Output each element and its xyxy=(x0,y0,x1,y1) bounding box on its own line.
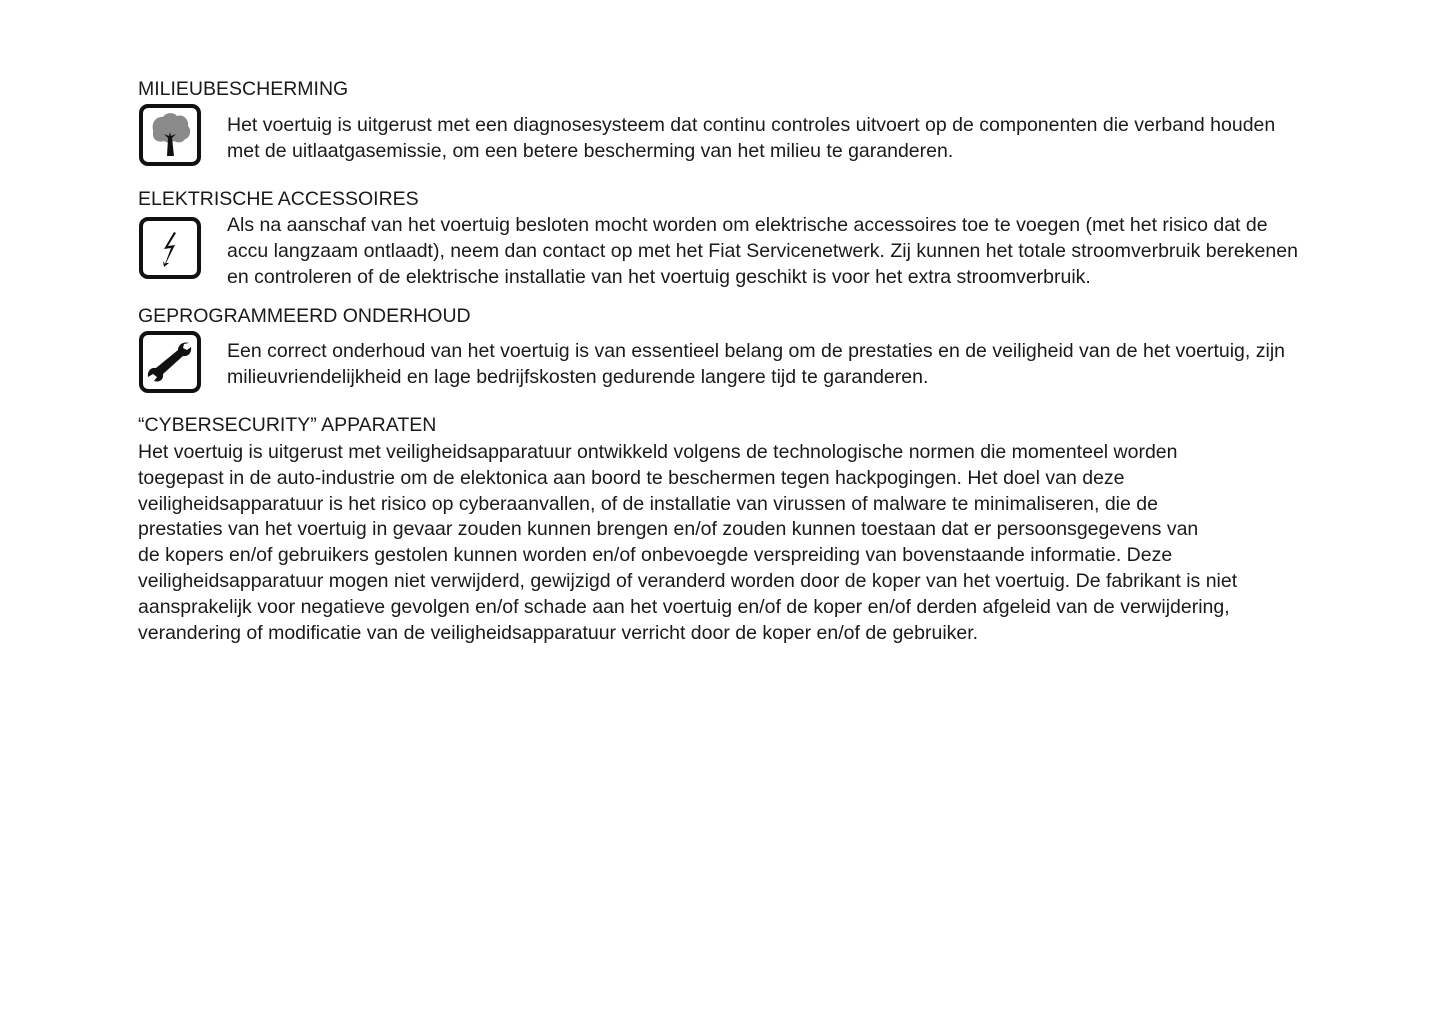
text-line: Als na aanschaf van het voertuig besloten mocht worden om elektrische accessoires toe te voegen (met het risico dat de xyxy=(227,214,1268,236)
text-line: Het voertuig is uitgerust met een diagnosesysteem dat continu controles uitvoert op de componenten die verband houden xyxy=(227,114,1276,136)
text-line: Het voertuig is uitgerust met veiligheidsapparatuur ontwikkeld volgens de technologische normen die momenteel worden xyxy=(138,441,1178,463)
paragraph-milieubescherming xyxy=(227,113,1275,165)
text-line: en controleren of de elektrische installatie van het voertuig geschikt is voor het extra stroomverbruik. xyxy=(227,265,1091,288)
section-heading-milieubescherming: MILIEUBESCHERMING xyxy=(138,78,349,100)
text-line: de kopers en/of gebruikers gestolen kunnen worden en/of onbevoegde verspreiding van bovenstaande informatie. Deze xyxy=(138,544,1173,567)
section-heading-cybersecurity: “CYBERSECURITY” APPARATEN xyxy=(138,414,437,436)
paragraph-cybersecurity xyxy=(138,440,1237,646)
text-line: met de uitlaatgasemissie, om een betere bescherming van het milieu te garanderen. xyxy=(227,139,954,162)
text-line: accu langzaam ontlaadt), neem dan contact op met het Fiat Servicenetwerk. Zij kunnen het totale stroomverbruik berekenen xyxy=(227,239,1298,262)
text-line: verandering of modificatie van de veiligheidsapparatuur verricht door de koper en/of de gebruiker. xyxy=(138,621,979,644)
text-line: aansprakelijk voor negatieve gevolgen en/of schade aan het voertuig en/of de koper en/of derden afgeleid van de verwijdering, xyxy=(138,595,1230,618)
text-line: milieuvriendelijkheid en lage bedrijfskosten gedurende langere tijd te garanderen. xyxy=(227,365,929,388)
lightning-icon xyxy=(139,217,201,279)
text-line: Een correct onderhoud van het voertuig is van essentieel belang om de prestaties en de veiligheid van de het voertuig, zijn xyxy=(227,340,1285,362)
paragraph-geprogrammeerd-onderhoud xyxy=(227,339,1285,391)
tree-icon xyxy=(139,104,201,166)
text-line: toegepast in de auto-industrie om de elektonica aan boord te beschermen tegen hackpogingen. Het doel van deze xyxy=(138,466,1125,489)
wrench-icon xyxy=(139,331,201,393)
text-line: veiligheidsapparatuur mogen niet verwijderd, gewijzigd of veranderd worden door de koper van het voertuig. De fabrikant is niet xyxy=(138,569,1238,592)
section-heading-geprogrammeerd-onderhoud: GEPROGRAMMEERD ONDERHOUD xyxy=(138,305,471,327)
text-line: prestaties van het voertuig in gevaar zouden kunnen brengen en/of zouden kunnen toestaan dat er persoonsgegevens van xyxy=(138,518,1199,541)
text-line: veiligheidsapparatuur is het risico op cyberaanvallen, of de installatie van virussen of malware te minimaliseren, die de xyxy=(138,492,1158,515)
section-heading-elektrische-accessoires: ELEKTRISCHE ACCESSOIRES xyxy=(138,188,419,210)
paragraph-elektrische-accessoires xyxy=(227,213,1298,290)
